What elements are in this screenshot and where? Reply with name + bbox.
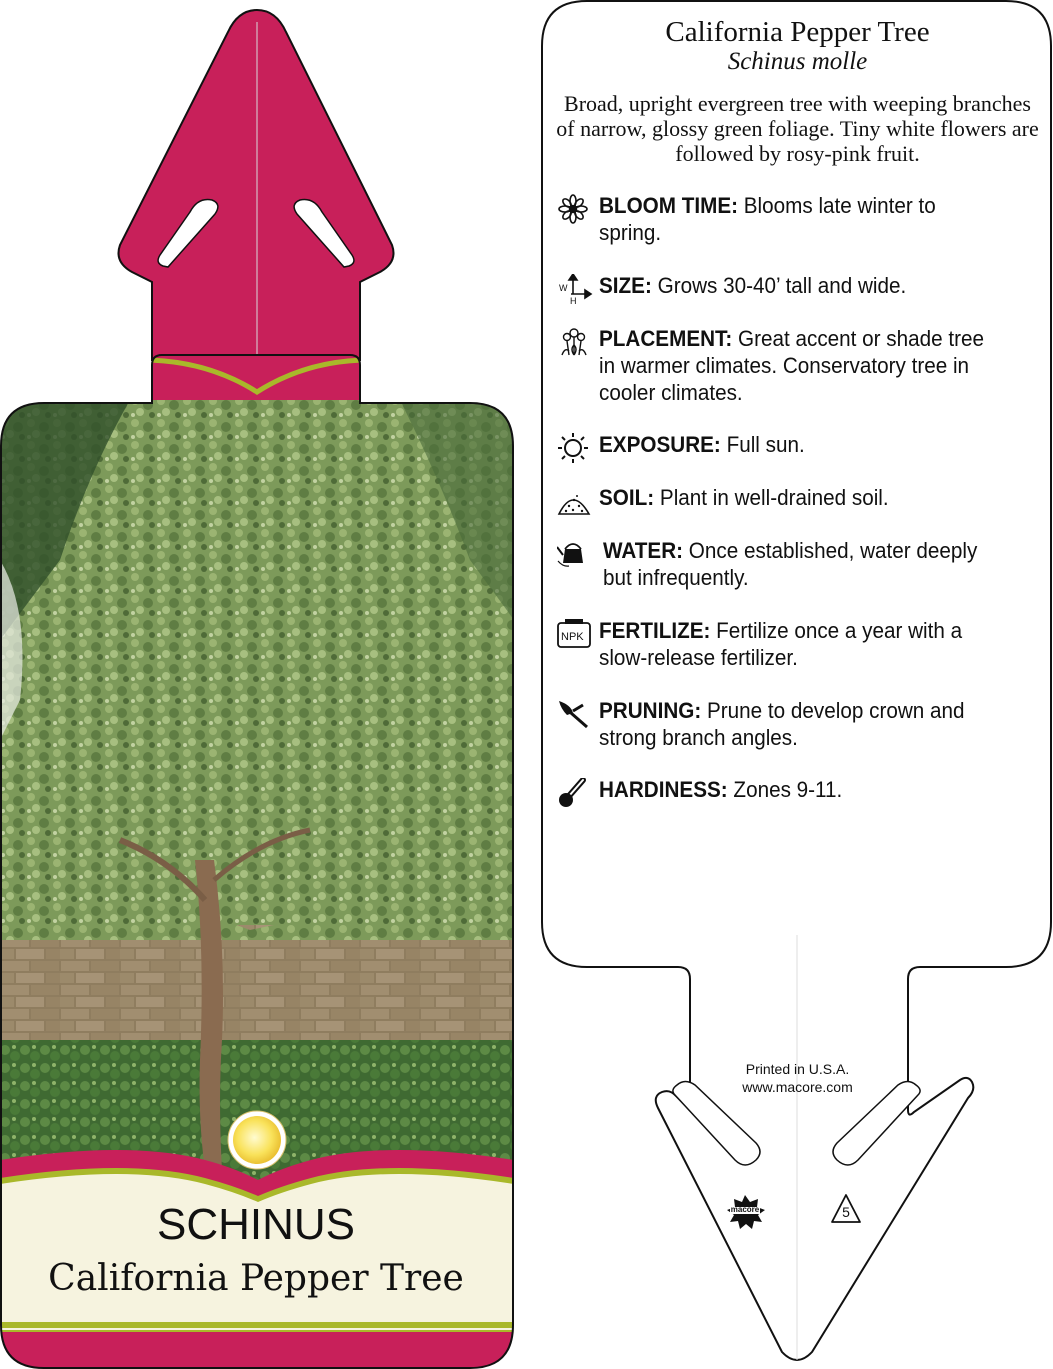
soil-label: SOIL: <box>599 485 655 510</box>
hardiness-text: Zones 9-11. <box>727 777 843 802</box>
sun-icon <box>557 433 593 463</box>
npk-glyph: NPK <box>561 631 584 643</box>
size-w-glyph: W <box>559 283 568 293</box>
thermometer-icon <box>557 778 593 808</box>
placement-text: Great accent or shade tree in warmer climates. Conservatory tree in cooler climates. <box>599 326 985 405</box>
fertilize-label: FERTILIZE: <box>599 618 711 643</box>
fertilize-text: Fertilize once a year with a slow-release fertilizer. <box>599 618 963 670</box>
hardiness-label: HARDINESS: <box>599 777 728 802</box>
genus-name: SCHINUS <box>156 1200 356 1249</box>
soil-icon <box>557 486 593 516</box>
plant-description: Broad, upright evergreen tree with weeping branches of narrow, glossy green foliage. Tiny white flowers are followed by rosy-pink fruit. <box>556 91 1039 166</box>
watering-can-icon <box>557 539 593 569</box>
back-title: California Pepper Tree <box>665 16 930 48</box>
latin-name: Schinus molle <box>727 48 868 75</box>
full-sun-icon <box>228 1111 286 1169</box>
pruners-icon <box>557 699 593 729</box>
exposure-label: EXPOSURE: <box>599 432 721 457</box>
placement-label: PLACEMENT: <box>599 326 733 351</box>
size-arrows-icon <box>557 274 593 304</box>
size-text: Grows 30-40’ tall and wide. <box>651 273 907 298</box>
npk-icon <box>557 619 593 649</box>
pruning-text: Prune to develop crown and strong branch angles. <box>599 698 965 750</box>
bloom-label: BLOOM TIME: <box>599 193 739 218</box>
common-name: California Pepper Tree <box>48 1258 464 1299</box>
website: www.macore.com <box>742 1079 853 1095</box>
soil-text: Plant in well-drained soil. <box>654 485 889 510</box>
water-text: Once established, water deeply but infrequently. <box>603 538 978 590</box>
bloom-text: Blooms late winter to spring. <box>599 193 936 245</box>
macore-logo-text: macore <box>730 1205 760 1214</box>
printed-in: Printed in U.S.A. <box>745 1061 850 1077</box>
pruning-label: PRUNING: <box>599 698 702 723</box>
flower-icon <box>557 194 593 224</box>
plants-icon <box>557 327 593 357</box>
water-label: WATER: <box>603 538 684 563</box>
size-h-glyph: H <box>570 296 577 304</box>
recycle-code: 5 <box>842 1204 850 1220</box>
exposure-text: Full sun. <box>720 432 805 457</box>
size-label: SIZE: <box>599 273 652 298</box>
